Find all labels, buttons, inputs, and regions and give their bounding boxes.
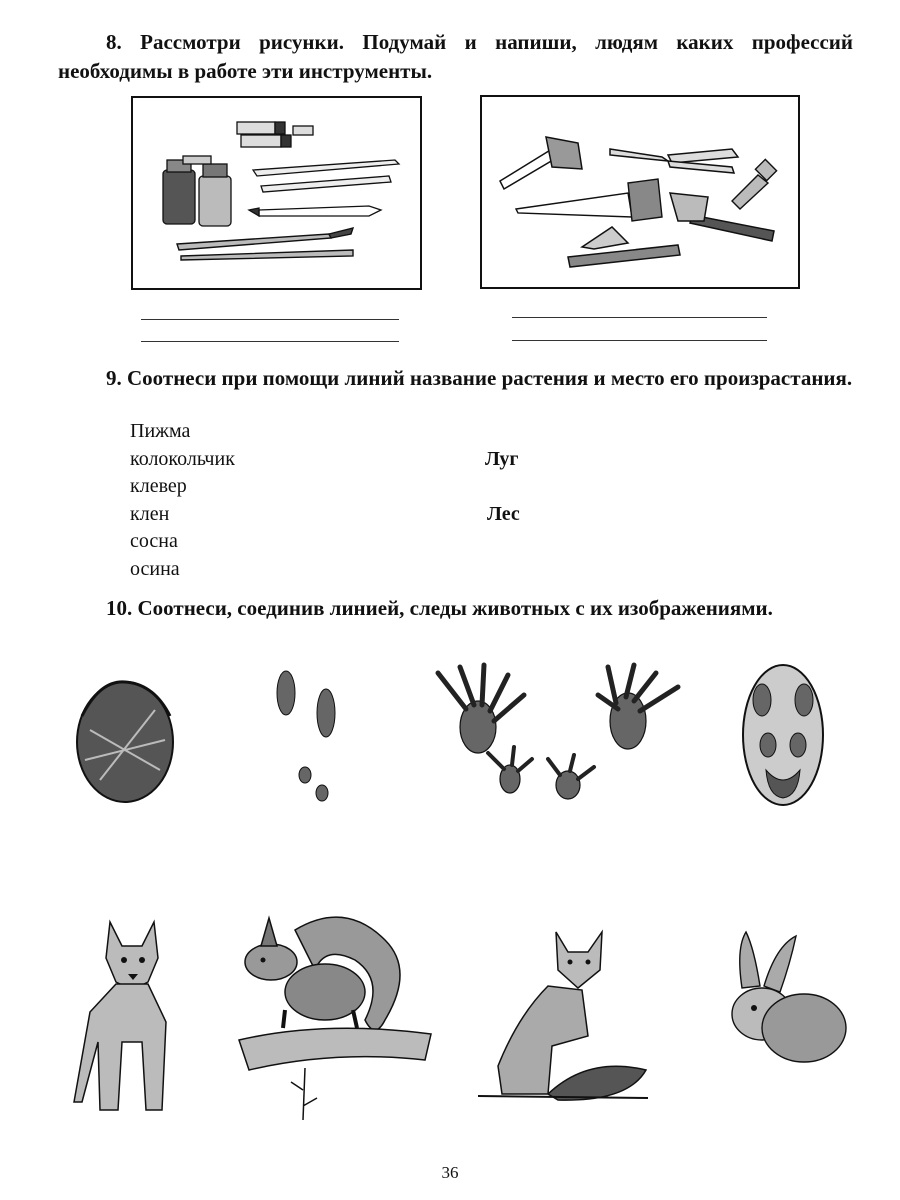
task-10-text: 10. Соотнеси, соединив линией, следы животных с их изображениями. [106,596,773,620]
answer-line[interactable] [512,317,767,318]
pencils-icon [249,160,399,216]
wolf-paw-track-icon[interactable] [738,650,828,810]
fox-icon[interactable] [478,926,648,1106]
place-forest[interactable]: Лес [487,503,520,525]
art-tools-picture [131,96,422,290]
place-meadow[interactable]: Луг [485,448,519,470]
axe-icon [500,137,582,189]
screw-icon [732,159,777,209]
carpentry-tools-picture [480,95,800,289]
squirrel-icon[interactable] [225,910,435,1130]
plant-item[interactable]: осина [130,557,180,580]
paint-jars-icon [163,156,231,226]
plant-item[interactable]: колокольчик [130,447,235,470]
brushes-icon [177,228,353,260]
pliers-icon [610,149,738,173]
plane-icon [568,227,680,267]
answer-line[interactable] [141,319,399,320]
hare-icon[interactable] [720,928,850,1088]
hare-track-icon[interactable] [272,665,362,805]
task-9-text: 9. Соотнеси при помощи линий название растения и место его произрастания. [106,366,853,390]
plant-list [130,418,235,583]
plant-item[interactable]: сосна [130,530,178,552]
wolf-icon[interactable] [62,912,182,1112]
paint-tubes-icon [237,122,313,147]
answer-line[interactable] [512,340,767,341]
plant-item[interactable]: Пижма [130,420,191,442]
hammer-icon [670,193,774,241]
plant-item[interactable]: клен [130,502,170,525]
answer-line[interactable] [141,341,399,342]
plant-item[interactable]: клевер [130,475,187,497]
saw-icon [516,179,662,221]
task-8-text: 8. Рассмотри рисунки. Подумай и напиши, людям каких профессий необходимы в работе эти инструменты. [58,30,853,83]
bear-paw-track-icon[interactable] [70,670,180,810]
page-number: 36 [441,1163,459,1182]
squirrel-track-icon[interactable] [428,665,688,805]
